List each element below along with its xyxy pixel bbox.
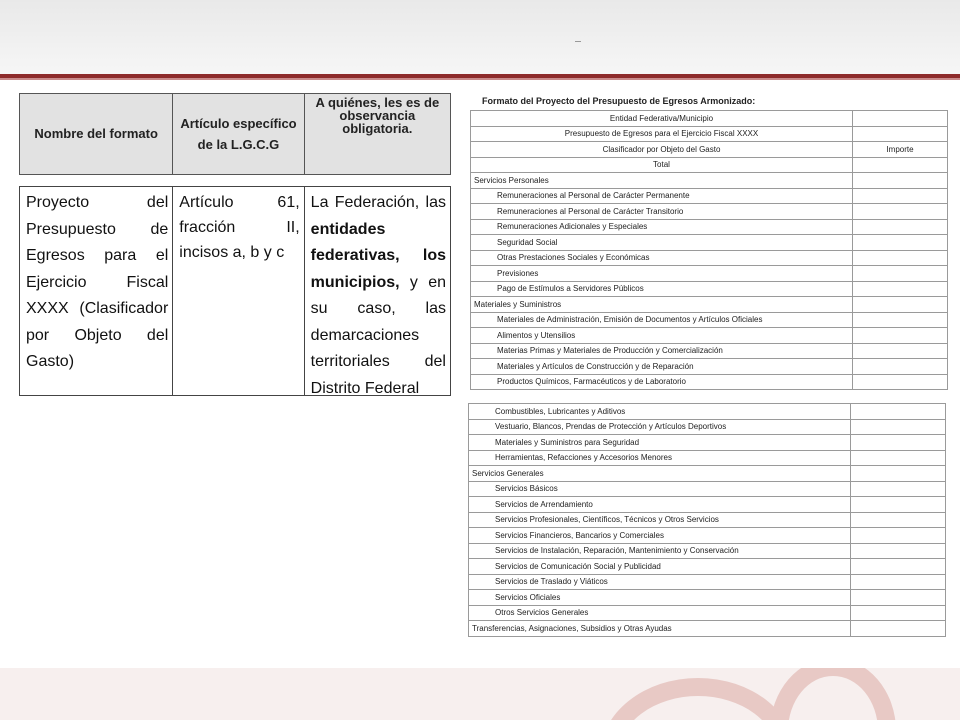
form-row-amount — [853, 359, 948, 375]
form-row — [469, 543, 946, 559]
form-row — [471, 235, 948, 251]
form-row — [469, 497, 946, 513]
form-row-amount — [851, 543, 946, 559]
observance-text-bold: entidades federativas, los municipios, — [310, 220, 446, 291]
form-row-amount — [851, 574, 946, 590]
form-row-label: Remuneraciones Adicionales y Especiales — [471, 219, 853, 235]
header-article: Artículo específico de la L.G.C.G — [173, 94, 304, 174]
budget-form-table-top — [470, 110, 948, 390]
body-format-name: Proyecto del Presupuesto de Egresos para el Ejercicio Fiscal XXXX (Clasificador por Objeto del Gasto) — [20, 187, 173, 395]
form-row-amount — [851, 497, 946, 513]
form-row-amount — [853, 188, 948, 204]
form-row-label: Previsiones — [471, 266, 853, 282]
form-row — [471, 343, 948, 359]
form-row-amount — [853, 204, 948, 220]
format-header-table — [19, 93, 451, 175]
form-row — [469, 481, 946, 497]
form-row-amount — [851, 512, 946, 528]
form-row-amount — [851, 559, 946, 575]
form-row-label: Servicios Básicos — [469, 481, 851, 497]
observance-text-c: y en su caso, las demarcaciones territoriales del Distrito Federal — [310, 273, 446, 397]
form-row-amount — [853, 157, 948, 173]
form-row — [471, 188, 948, 204]
form-row-label: Servicios de Arrendamiento — [469, 497, 851, 513]
form-row — [469, 621, 946, 637]
watermark-shape — [600, 678, 796, 720]
header-observance: A quiénes, les es de observancia obligatoria. — [315, 95, 440, 136]
form-row — [471, 204, 948, 220]
slide-bottom-watermark — [0, 668, 960, 720]
form-row — [471, 374, 948, 390]
budget-form-table-bottom — [468, 403, 946, 637]
form-row — [469, 404, 946, 420]
form-row-amount — [853, 328, 948, 344]
form-row — [471, 312, 948, 328]
form-row-label: Servicios Oficiales — [469, 590, 851, 606]
form-row — [471, 157, 948, 173]
form-row-label: Materiales de Administración, Emisión de Documentos y Artículos Oficiales — [471, 312, 853, 328]
form-row-label: Herramientas, Refacciones y Accesorios Menores — [469, 450, 851, 466]
form-row-amount: Importe — [853, 142, 948, 158]
format-body-table — [19, 186, 451, 396]
form-row-label: Total — [471, 157, 853, 173]
slide-top-band — [0, 0, 960, 74]
form-row-amount — [853, 374, 948, 390]
form-row — [471, 281, 948, 297]
form-row-label: Servicios Financieros, Bancarios y Comerciales — [469, 528, 851, 544]
form-row-label: Entidad Federativa/Municipio — [471, 111, 853, 127]
form-title: Formato del Proyecto del Presupuesto de Egresos Armonizado: — [482, 96, 756, 106]
form-row-amount — [853, 281, 948, 297]
form-row — [469, 466, 946, 482]
form-row-amount — [853, 297, 948, 313]
form-row-label: Remuneraciones al Personal de Carácter Transitorio — [471, 204, 853, 220]
form-row — [469, 590, 946, 606]
form-row — [469, 559, 946, 575]
form-row-amount — [853, 126, 948, 142]
form-row-label: Remuneraciones al Personal de Carácter Permanente — [471, 188, 853, 204]
form-row-amount — [853, 235, 948, 251]
form-row — [469, 605, 946, 621]
form-row-label: Materiales y Suministros — [471, 297, 853, 313]
form-row-amount — [853, 266, 948, 282]
form-row — [471, 297, 948, 313]
form-row — [469, 450, 946, 466]
slide-header-rule-light — [0, 78, 960, 80]
form-row — [469, 419, 946, 435]
observance-text-a: La Federación, las — [310, 194, 446, 211]
form-row-label: Otras Prestaciones Sociales y Económicas — [471, 250, 853, 266]
form-row-label: Presupuesto de Egresos para el Ejercicio Fiscal XXXX — [471, 126, 853, 142]
form-row-amount — [853, 173, 948, 189]
form-row-label: Servicios de Traslado y Viáticos — [469, 574, 851, 590]
form-row — [471, 111, 948, 127]
form-row-amount — [851, 528, 946, 544]
form-row — [469, 512, 946, 528]
form-row-amount — [851, 435, 946, 451]
form-row-amount — [853, 111, 948, 127]
form-row — [471, 359, 948, 375]
form-row-label: Servicios de Comunicación Social y Publicidad — [469, 559, 851, 575]
form-row — [471, 266, 948, 282]
form-row — [471, 219, 948, 235]
form-row — [471, 142, 948, 158]
form-row — [469, 435, 946, 451]
form-row-amount — [853, 312, 948, 328]
form-row-label: Combustibles, Lubricantes y Aditivos — [469, 404, 851, 420]
form-row-label: Alimentos y Utensilios — [471, 328, 853, 344]
form-row-label: Clasificador por Objeto del Gasto — [471, 142, 853, 158]
form-row-label: Materias Primas y Materiales de Producción y Comercialización — [471, 343, 853, 359]
form-row-label: Servicios Profesionales, Científicos, Técnicos y Otros Servicios — [469, 512, 851, 528]
form-row-amount — [851, 605, 946, 621]
form-row-amount — [851, 590, 946, 606]
form-row-amount — [851, 450, 946, 466]
form-row — [469, 574, 946, 590]
decorative-dash — [575, 41, 581, 42]
form-row — [471, 173, 948, 189]
body-article: Artículo 61, fracción II, incisos a, b y c — [173, 187, 304, 395]
form-row — [469, 528, 946, 544]
form-row-amount — [851, 621, 946, 637]
form-row-amount — [851, 466, 946, 482]
form-row-label: Vestuario, Blancos, Prendas de Protección y Artículos Deportivos — [469, 419, 851, 435]
form-row-label: Materiales y Suministros para Seguridad — [469, 435, 851, 451]
form-row-label: Materiales y Artículos de Construcción y de Reparación — [471, 359, 853, 375]
form-row-label: Productos Químicos, Farmacéuticos y de Laboratorio — [471, 374, 853, 390]
form-row-label: Servicios de Instalación, Reparación, Mantenimiento y Conservación — [469, 543, 851, 559]
body-observance — [305, 187, 450, 395]
form-row-amount — [851, 404, 946, 420]
form-row-amount — [851, 419, 946, 435]
header-format-name: Nombre del formato — [20, 94, 173, 174]
form-row-label: Transferencias, Asignaciones, Subsidios y Otras Ayudas — [469, 621, 851, 637]
form-row-label: Pago de Estímulos a Servidores Públicos — [471, 281, 853, 297]
watermark-shape — [770, 668, 896, 720]
form-row-amount — [851, 481, 946, 497]
form-row-label: Servicios Personales — [471, 173, 853, 189]
form-row — [471, 126, 948, 142]
form-row-amount — [853, 343, 948, 359]
form-row-amount — [853, 250, 948, 266]
form-row — [471, 250, 948, 266]
form-row-label: Servicios Generales — [469, 466, 851, 482]
form-row-label: Seguridad Social — [471, 235, 853, 251]
form-row — [471, 328, 948, 344]
form-row-label: Otros Servicios Generales — [469, 605, 851, 621]
form-row-amount — [853, 219, 948, 235]
